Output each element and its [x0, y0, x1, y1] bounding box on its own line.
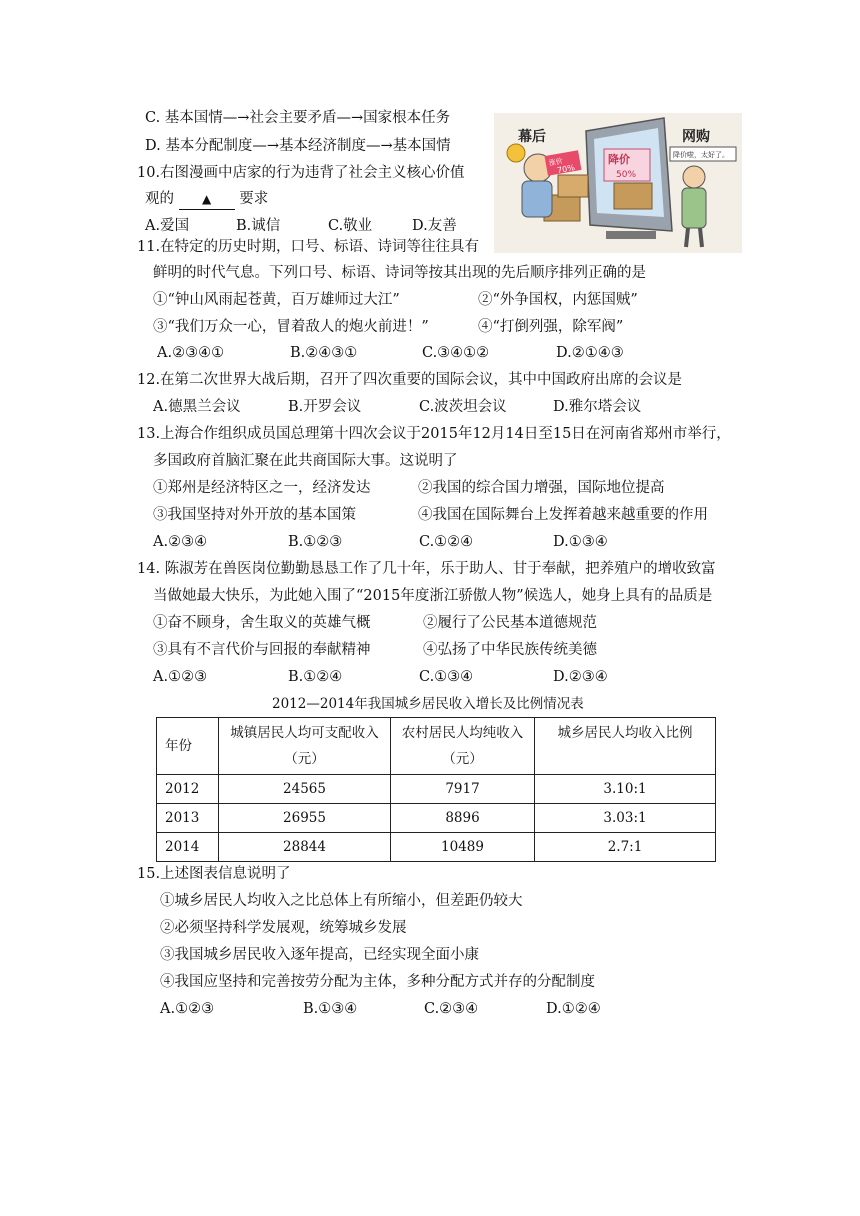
header-cell: 城乡居民人均收入比例: [535, 718, 716, 775]
q14-stem-line2: 当做她最大快乐，为此她入围了“2015年度浙江骄傲人物”候选人，她身上具有的品质是: [153, 588, 713, 604]
q15-stem: 15.上述图表信息说明了: [137, 866, 291, 882]
q10-stem-pre: 观的: [145, 191, 174, 207]
blank-marker: ▲: [201, 192, 212, 206]
q9-option-d: D. 基本分配制度—→基本经济制度—→基本国情: [145, 138, 451, 154]
q15-item-1: ①城乡居民人均收入之比总体上有所缩小，但差距仍较大: [160, 893, 523, 909]
table-row: [157, 833, 716, 862]
q10-option-d: D.友善: [412, 218, 457, 234]
q12-option-d: D.雅尔塔会议: [553, 399, 642, 415]
speech-bubble-text: 降价啦，太好了。: [673, 151, 729, 159]
q10-option-b: B.诚信: [236, 218, 281, 234]
q11-item-4: ④“打倒列强，除军阀”: [478, 319, 624, 335]
q10-stem-line2: [145, 189, 268, 210]
table-cell: 3.03:1: [535, 804, 716, 833]
table-cell: 2014: [157, 833, 219, 862]
q15-item-4: ④我国应坚持和完善按劳分配为主体，多种分配方式并存的分配制度: [160, 974, 595, 990]
q14-item-4: ④弘扬了中华民族传统美德: [423, 642, 597, 658]
q11-stem-line1: 11.在特定的历史时期，口号、标语、诗词等往往具有: [137, 239, 480, 255]
q11-option-a: A.②③④①: [157, 345, 225, 361]
q13-stem-line2: 多国政府首脑汇聚在此共商国际大事。这说明了: [153, 453, 458, 469]
box: [558, 175, 588, 197]
table-row: [157, 804, 716, 833]
buyer-body: [682, 188, 706, 228]
q14-stem-line1: 14. 陈淑芳在兽医岗位勤勤恳恳工作了几十年，乐于助人、甘于奉献，把养殖户的增收致富: [137, 561, 716, 577]
table-cell: 2012: [157, 775, 219, 804]
q11-stem-line2: 鲜明的时代气息。下列口号、标语、诗词等按其出现的先后顺序排列正确的是: [153, 265, 646, 281]
price-down-percent: 50%: [616, 170, 637, 180]
header-cell: 年份: [157, 718, 219, 775]
q14-option-a: A.①②③: [153, 669, 208, 685]
answer-blank: [179, 189, 235, 210]
q15-item-2: ②必须坚持科学发展观，统筹城乡发展: [160, 920, 407, 936]
cartoon-title-right: 网购: [682, 129, 710, 145]
q14-option-d: D.②③④: [553, 669, 608, 685]
q14-item-3: ③具有不言代价与回报的奉献精神: [153, 642, 371, 658]
q14-option-b: B.①②④: [288, 669, 343, 685]
q11-item-3: ③“我们万众一心，冒着敌人的炮火前进！”: [153, 319, 429, 335]
q11-option-d: D.②①④③: [556, 345, 624, 361]
q12-option-a: A.德黑兰会议: [153, 399, 241, 415]
price-up-percent: 70%: [556, 163, 576, 176]
monitor-stand: [606, 231, 656, 239]
table-cell: 8896: [391, 804, 535, 833]
q14-item-2: ②履行了公民基本道德规范: [423, 615, 597, 631]
table-cell: 2.7:1: [535, 833, 716, 862]
q13-option-c: C.①②④: [419, 534, 474, 550]
q14-item-1: ①奋不顾身，舍生取义的英雄气概: [153, 615, 371, 631]
table-cell: 26955: [219, 804, 391, 833]
price-up-text: 涨价: [548, 157, 564, 168]
box: [614, 183, 652, 209]
income-table: [156, 717, 716, 862]
q13-option-b: B.①②③: [288, 534, 343, 550]
table-header-row: [157, 718, 716, 775]
q11-option-c: C.③④①②: [422, 345, 490, 361]
q15-item-3: ③我国城乡居民收入逐年提高，已经实现全面小康: [160, 947, 479, 963]
q15-option-d: D.①②④: [546, 1001, 601, 1017]
q13-item-1: ①郑州是经济特区之一，经济发达: [153, 480, 371, 496]
price-down-text: 降价: [608, 153, 630, 166]
q9-option-c: C. 基本国情—→社会主要矛盾—→国家根本任务: [145, 110, 451, 126]
table-title: 2012—2014年我国城乡居民收入增长及比例情况表: [272, 696, 584, 712]
table-cell: 28844: [219, 833, 391, 862]
header-cell: 城镇居民人均可支配收入（元）: [219, 718, 391, 775]
q12-stem: 12.在第二次世界大战后期，召开了四次重要的国际会议，其中中国政府出席的会议是: [137, 372, 683, 388]
q10-stem-line1: 10.右图漫画中店家的行为违背了社会主义核心价值: [137, 165, 465, 181]
q13-item-2: ②我国的综合国力增强，国际地位提高: [418, 480, 665, 496]
q11-option-b: B.②④③①: [290, 345, 358, 361]
table-cell: 10489: [391, 833, 535, 862]
q11-item-1: ①“钟山风雨起苍黄，百万雄师过大江”: [153, 292, 400, 308]
table-cell: 7917: [391, 775, 535, 804]
q14-option-c: C.①③④: [419, 669, 474, 685]
q13-stem-line1: 13.上海合作组织成员国总理第十四次会议于2015年12月14日至15日在河南省郑州市举行，: [137, 426, 731, 442]
q10-stem-post: 要求: [239, 191, 269, 207]
q13-item-3: ③我国坚持对外开放的基本国策: [153, 507, 356, 523]
cartoon-image: [494, 113, 742, 253]
q12-option-b: B.开罗会议: [288, 399, 362, 415]
q13-option-a: A.②③④: [153, 534, 208, 550]
buyer-head: [683, 166, 705, 188]
q13-item-4: ④我国在国际舞台上发挥着越来越重要的作用: [418, 507, 708, 523]
table-cell: 3.10:1: [535, 775, 716, 804]
cartoon-title-left: 幕后: [518, 129, 546, 145]
table-row: [157, 775, 716, 804]
header-cell: 农村居民人均纯收入（元）: [391, 718, 535, 775]
q11-item-2: ②“外争国权，内惩国贼”: [478, 292, 638, 308]
q10-option-a: A.爱国: [145, 218, 190, 234]
table-cell: 24565: [219, 775, 391, 804]
q15-option-c: C.②③④: [424, 1001, 479, 1017]
coin-icon: [507, 144, 525, 162]
buyer-leg: [686, 228, 688, 247]
q15-option-a: A.①②③: [160, 1001, 215, 1017]
buyer-leg: [700, 228, 702, 247]
q10-option-c: C.敬业: [328, 218, 373, 234]
shopkeeper-body: [522, 181, 552, 217]
q12-option-c: C.波茨坦会议: [419, 399, 507, 415]
table-cell: 2013: [157, 804, 219, 833]
q13-option-d: D.①③④: [553, 534, 608, 550]
q15-option-b: B.①③④: [303, 1001, 358, 1017]
